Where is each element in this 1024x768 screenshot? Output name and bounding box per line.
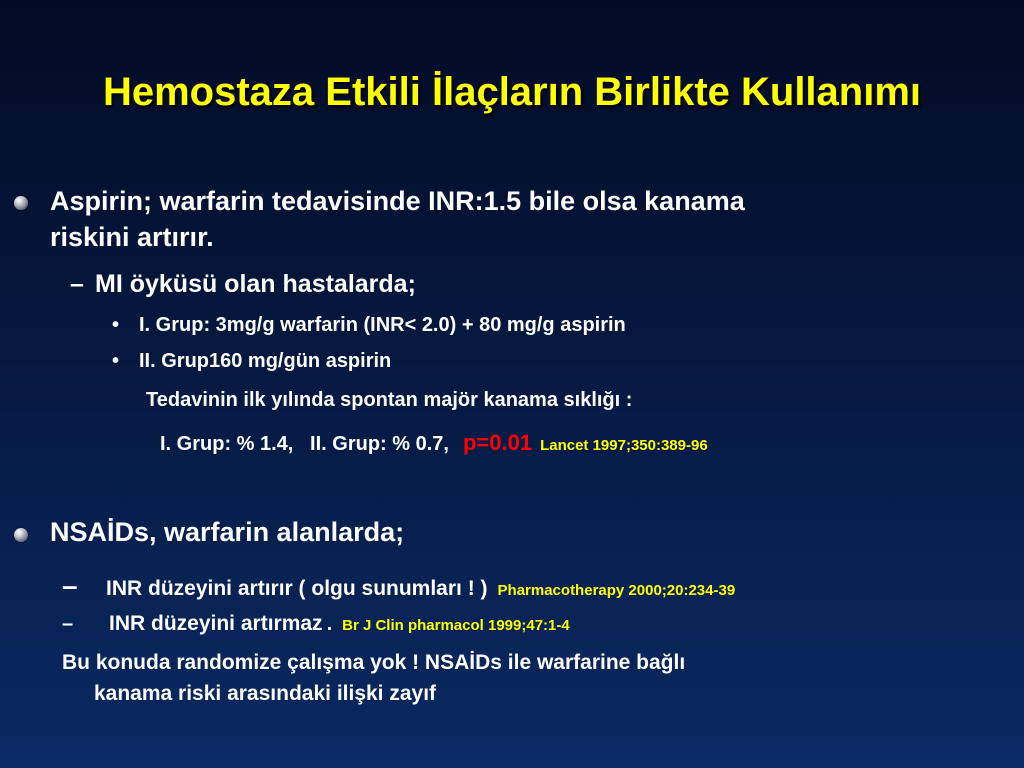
bullet-orb-icon <box>14 196 28 210</box>
result-row <box>160 430 708 456</box>
bullet-orb-icon <box>14 528 28 542</box>
result-values: I. Grup: % 1.4, II. Grup: % 0.7, <box>160 433 449 455</box>
dot-bullet-icon: • <box>112 314 120 336</box>
result-label: Tedavinin ilk yılında spontan majör kanama sıklığı : <box>146 389 633 411</box>
sub-dash: – <box>62 570 78 601</box>
reference-lancet: Lancet 1997;350:389-96 <box>540 437 708 454</box>
note-line-1: Bu konuda randomize çalışma yok ! NSAİDs ile warfarine bağlı <box>62 651 686 674</box>
nsaid-sub-2-text: INR düzeyini artırmaz <box>109 612 323 635</box>
slide-title: Hemostaza Etkili İlaçların Birlikte Kullanımı <box>102 70 922 114</box>
sub-dash: – <box>62 613 74 635</box>
reference-pharmacotherapy: Pharmacotherapy 2000;20:234-39 <box>497 582 736 599</box>
reference-br-j-clin: Br J Clin pharmacol 1999;47:1-4 <box>342 617 570 634</box>
nsaid-sub-2 <box>62 612 570 636</box>
nsaid-sub-1-text: INR düzeyini artırır ( olgu sunumları ! ) <box>106 577 488 600</box>
sub-bullet-mi-history: MI öyküsü olan hastalarda; <box>95 270 416 298</box>
p-value: p=0.01 <box>462 430 533 455</box>
bullet-1-line-2: riskini artırır. <box>50 222 214 252</box>
group-1-item: I. Grup: 3mg/g warfarin (INR< 2.0) + 80 mg/g aspirin <box>139 314 626 336</box>
dot-bullet-icon: • <box>112 350 120 372</box>
group-2-item: II. Grup160 mg/gün aspirin <box>139 350 392 372</box>
nsaid-sub-2-punct: . <box>326 613 333 635</box>
sub-dash: – <box>70 270 84 298</box>
nsaid-sub-1 <box>62 570 735 602</box>
note-line-2: kanama riski arasındaki ilişki zayıf <box>94 682 437 705</box>
bullet-2-line-1: NSAİDs, warfarin alanlarda; <box>50 517 405 547</box>
bullet-1-line-1: Aspirin; warfarin tedavisinde INR:1.5 bile olsa kanama <box>50 186 745 216</box>
